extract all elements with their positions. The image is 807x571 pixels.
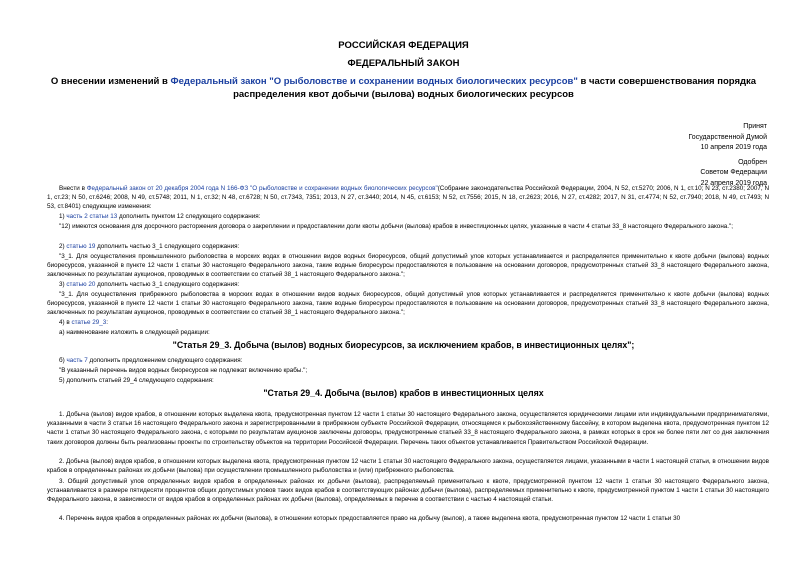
item-3-num: 3) [59,281,67,288]
item-1-quote: "12) имеются основания для досрочного расторжения договора о закреплении и предоставлении доли квоты добычи (вылова) крабов в инвестиционных целях, указанные в части 4 статьи 33_8 настоящего Федерального закона."; [59,223,734,230]
law-title-pre: О внесении изменений в [50,76,171,87]
item-1-num: 1) [59,213,67,220]
item-3-quote: "3_1. Для осуществления прибрежного рыболовства в морских водах в отношении видов водных биоресурсов, общий допустимый улов которых устанавливается и распределяется применительно к квоте добычи (вылова) водных биоресурсов, указанной в пункте 12 части 1 статьи 30 настоящего Федерального закона, такие водные биоресурсы предоставляются в пользование на основании договоров, предусмотренных статьей 33_8 настоящего Федерального закона, заключенных по результатам аукционов, проводимых в соответствии со статьей 38_1 настоящего Федерального закона."; [47,291,769,317]
item-4b-text: дополнить предложением следующего содержания: [87,357,243,364]
item-1-link[interactable]: часть 2 статьи 13 [66,213,118,220]
item-4 [59,318,769,327]
item-4-link[interactable]: статье 29_3 [71,319,107,326]
article-29-4-part-3: 3. Общий допустимый улов определенных видов крабов в определенных районах их добычи (вылова), распределяемый применительно к квоте, предусмотренной пунктом 12 части 1 статьи 30 настоящего Федерального закона, устанавливается в размере пятидесяти процентов общих допустимых уловов таких видов крабов в соответствующих районах добычи (вылова), распределяемых применительно к квоте, предусмотренной пунктом 1 части 1 статьи 30 настоящего Федерального закона, в зависимости от видов крабов в определенных районах их добычи (вылова), определяемых в перечне в соответствии с частью 4 настоящей статьи. [47,478,769,504]
item-4b-quote: "В указанный перечень видов водных биоресурсов не подлежат включению крабы."; [59,367,308,374]
law-title [40,75,767,101]
law-title-link[interactable]: Федеральный закон "О рыболовстве и сохранении водных биологических ресурсов" [170,76,578,87]
item-3 [59,280,769,289]
item-4-text: : [106,319,108,326]
intro-paragraph [47,184,769,212]
adoption-block [547,122,767,189]
item-1 [59,212,769,221]
adoption-line-6: 22 апреля 2019 года [700,179,767,187]
article-29-4-part-2: 2. Добыча (вылов) видов крабов, в отношении которых выделена квота, предусмотренная пунктом 12 части 1 статьи 30 настоящего Федерального закона, осуществляется лицами, указанными в части 1 настоящей статьи, в отношении видов крабов в определенных районах их добычи (вылова) при осуществлении промышленного рыболовства и (или) прибрежного рыболовства. [47,458,769,475]
adoption-line-5: Советом Федерации [700,169,767,176]
item-4-num: 4) в [59,319,72,326]
article-29-4-heading: "Статья 29_4. Добыча (вылов) крабов в инвестиционных целях [263,388,544,398]
law-title-post: в части совершенствования порядка распределения квот добычи (вылова) водных биологических ресурсов [233,76,757,100]
adoption-line-1: Принят [743,123,767,130]
item-3-text: дополнить частью 3_1 следующего содержания: [95,281,240,288]
item-4b [59,356,769,365]
item-4b-pre: б) [59,357,67,364]
item-5: 5) дополнить статьей 29_4 следующего содержания: [59,377,214,384]
article-29-4-part-4: 4. Перечень видов крабов в определенных районах их добычи (вылова), в отношении которых предоставляется право на добычу (вылов), а также выделена квота, предусмотренная пунктом 12 части 1 статьи 30 [59,515,681,522]
item-2-text: дополнить частью 3_1 следующего содержания: [95,243,240,250]
item-4b-link[interactable]: часть 7 [66,357,88,364]
country-heading: РОССИЙСКАЯ ФЕДЕРАЦИЯ [338,40,469,51]
adoption-line-3: 10 апреля 2019 года [700,144,767,151]
article-29-3-heading: "Статья 29_3. Добыча (вылов) водных биоресурсов, за исключением крабов, в инвестиционных целях"; [172,340,635,350]
adoption-line-2: Государственной Думой [688,133,767,141]
item-3-link[interactable]: статью 20 [66,281,96,288]
intro-pre: Внести в [59,185,87,192]
item-2-num: 2) [59,243,67,250]
article-29-4-part-1: 1. Добыча (вылов) видов крабов, в отношении которых выделена квота, предусмотренная пунктом 12 части 1 статьи 30 настоящего Федерального закона, осуществляется юридическими лицами или индивидуальными предпринимателями, указанными в части 3 статьи 16 настоящего Федерального закона и зарегистрированными в прибрежном субъекте Российской Федерации, относящемся к рыбохозяйственному бассейну, в котором выделена квота, предусмотренная пунктом 12 части 1 статьи 30 настоящего Федерального закона, с которыми по результатам аукционов заключены договоры, предусмотренные статьей 33_8 настоящего Федерального закона, в рамках которых в срок не более пяти лет со дня заключения таких договоров должны быть реализованы проекты по строительству объектов на территории Российской Федерации. Перечень таких объектов устанавливается Правительством Российской Федерации. [47,411,769,446]
item-2-quote: "3_1. Для осуществления промышленного рыболовства в морских водах в отношении видов водных биоресурсов, общий допустимый улов которых устанавливается и распределяется применительно к квоте добычи (вылова) водных биоресурсов, указанной в пункте 12 части 1 статьи 30 настоящего Федерального закона, такие водные биоресурсы предоставляются в пользование на основании договоров, предусмотренных статьей 33_8 настоящего Федерального закона, заключенных по результатам аукционов, проводимых в соответствии со статьей 38_1 настоящего Федерального закона."; [47,253,769,279]
item-2-link[interactable]: статью 19 [66,243,96,250]
adoption-line-4: Одобрен [738,158,767,166]
item-4a: а) наименование изложить в следующей редакции: [59,329,210,336]
intro-post: (Собрание законодательства Российской Федерации, 2004, N 52, ст.5270; 2006, N 1, ст.10; N 23, ст.2380; 2007, N 1, ст.23; N 50, ст.6246; 2008, N 49, ст.5748; 2011, N 1, ст.32; N 48, ст.6728; N 50, ст.7343, 7351; 2013, N 27, ст.3440; 2014, N 45, ст.6153; N 52, ст.7556; 2015, N 18, ст.2623; 2016, N 27, ст.4282; 2017, N 31, ст.4774; N 52, ст.7940; 2018, N 49, ст.7493; N 53, ст.8401) следующие изменения: [47,185,769,211]
item-1-text: дополнить пунктом 12 следующего содержания: [117,213,261,220]
item-2 [59,242,769,251]
intro-law-link[interactable]: Федеральный закон от 20 декабря 2004 года N 166-ФЗ "О рыболовстве и сохранении водных биологических ресурсов" [86,185,438,192]
law-type-heading: ФЕДЕРАЛЬНЫЙ ЗАКОН [347,58,460,69]
